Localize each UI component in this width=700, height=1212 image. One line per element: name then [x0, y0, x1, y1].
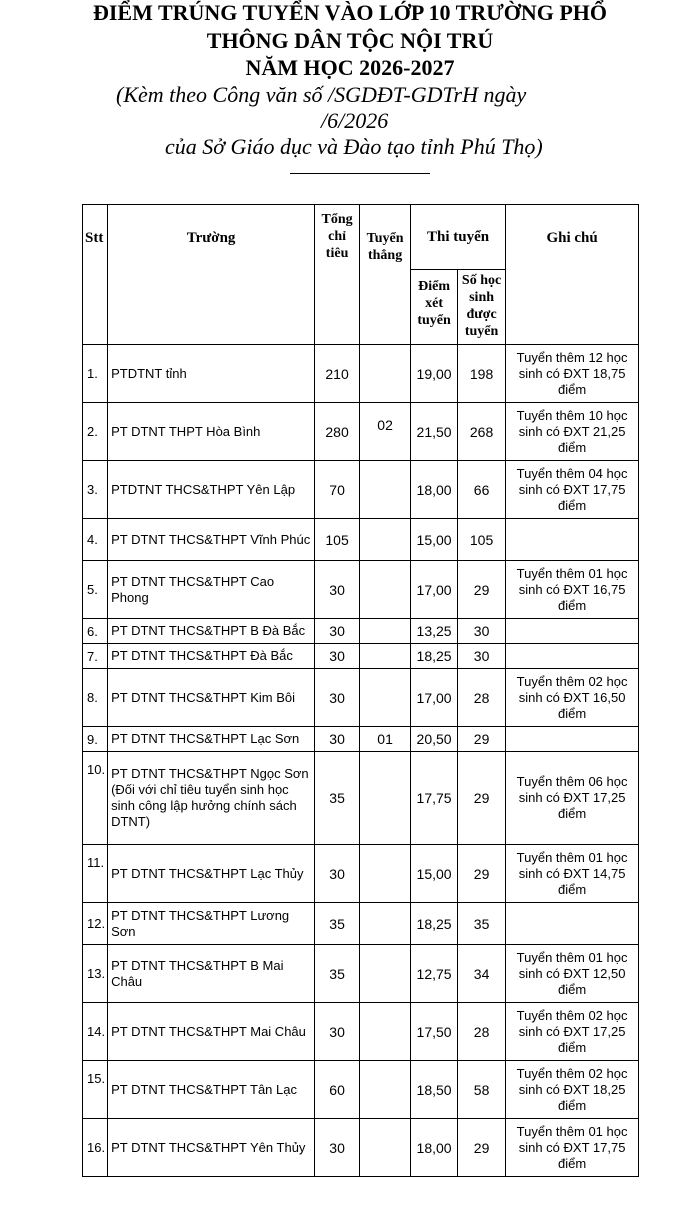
- row-admission-score: 15,00: [411, 519, 458, 561]
- row-note: Tuyển thêm 06 học sinh có ĐXT 17,25 điểm: [506, 752, 639, 845]
- row-direct-admission: [360, 669, 411, 727]
- row-admitted-count: 29: [458, 727, 506, 752]
- row-total-quota: 30: [315, 561, 360, 619]
- row-school-name: PT DTNT THCS&THPT Yên Thủy: [108, 1119, 315, 1177]
- header-so-hoc-sinh: Số học sinh được tuyển: [458, 270, 506, 345]
- row-admitted-count: 30: [458, 619, 506, 644]
- row-note: [506, 644, 639, 669]
- row-school-name: PT DTNT THCS&THPT Lạc Sơn: [108, 727, 315, 752]
- row-direct-admission: [360, 345, 411, 403]
- row-school-name: PT DTNT THCS&THPT B Mai Châu: [108, 945, 315, 1003]
- row-stt: 3.: [83, 461, 108, 519]
- row-admitted-count: 198: [458, 345, 506, 403]
- row-admitted-count: 35: [458, 903, 506, 945]
- table-row: [83, 1061, 639, 1119]
- row-note: Tuyển thêm 04 học sinh có ĐXT 17,75 điểm: [506, 461, 639, 519]
- row-stt: 2.: [83, 403, 108, 461]
- row-admitted-count: 29: [458, 1119, 506, 1177]
- table-row: [83, 845, 639, 903]
- header-tong-chi-tieu: Tổng chỉ tiêu: [315, 205, 360, 345]
- table-row: [83, 461, 639, 519]
- row-direct-admission: 01: [360, 727, 411, 752]
- row-admitted-count: 29: [458, 752, 506, 845]
- table-row: [83, 561, 639, 619]
- row-stt: 12.: [83, 903, 108, 945]
- row-stt: 7.: [83, 644, 108, 669]
- row-direct-admission: [360, 945, 411, 1003]
- row-note: Tuyển thêm 01 học sinh có ĐXT 14,75 điểm: [506, 845, 639, 903]
- table-row: [83, 945, 639, 1003]
- row-stt: 14.: [83, 1003, 108, 1061]
- row-stt: 8.: [83, 669, 108, 727]
- row-direct-admission: [360, 752, 411, 845]
- row-note: Tuyển thêm 02 học sinh có ĐXT 17,25 điểm: [506, 1003, 639, 1061]
- row-total-quota: 280: [315, 403, 360, 461]
- row-school-name: PT DTNT THCS&THPT Lương Sơn: [108, 903, 315, 945]
- row-direct-admission: [360, 619, 411, 644]
- row-note: Tuyển thêm 12 học sinh có ĐXT 18,75 điểm: [506, 345, 639, 403]
- row-note: Tuyển thêm 01 học sinh có ĐXT 17,75 điểm: [506, 1119, 639, 1177]
- table-row: [83, 403, 639, 461]
- row-note: [506, 727, 639, 752]
- subtitle-line-3: của Sở Giáo dục và Đào tạo tỉnh Phú Thọ): [165, 134, 543, 159]
- row-total-quota: 30: [315, 619, 360, 644]
- row-admitted-count: 58: [458, 1061, 506, 1119]
- title-line-3: NĂM HỌC 2026-2027: [245, 55, 455, 80]
- row-admitted-count: 268: [458, 403, 506, 461]
- row-total-quota: 30: [315, 644, 360, 669]
- row-direct-admission: [360, 845, 411, 903]
- row-note: Tuyển thêm 02 học sinh có ĐXT 16,50 điểm: [506, 669, 639, 727]
- row-note: Tuyển thêm 02 học sinh có ĐXT 18,25 điểm: [506, 1061, 639, 1119]
- table-row: [83, 903, 639, 945]
- header-divider: [290, 173, 430, 174]
- row-direct-admission: [360, 644, 411, 669]
- row-admitted-count: 29: [458, 845, 506, 903]
- row-note: Tuyển thêm 01 học sinh có ĐXT 16,75 điểm: [506, 561, 639, 619]
- table-row: [83, 752, 639, 845]
- row-total-quota: 35: [315, 752, 360, 845]
- table-row: [83, 727, 639, 752]
- table-row: [83, 669, 639, 727]
- row-school-name: PT DTNT THCS&THPT Cao Phong: [108, 561, 315, 619]
- subtitle-line-2: /6/2026: [321, 108, 389, 133]
- row-note: Tuyển thêm 01 học sinh có ĐXT 12,50 điểm: [506, 945, 639, 1003]
- row-admission-score: 18,00: [411, 1119, 458, 1177]
- row-admission-score: 17,50: [411, 1003, 458, 1061]
- row-school-name: PT DTNT THCS&THPT Mai Châu: [108, 1003, 315, 1061]
- row-total-quota: 30: [315, 669, 360, 727]
- row-school-name: PT DTNT THCS&THPT Ngọc Sơn (Đối với chỉ tiêu tuyển sinh học sinh công lập hưởng chính sách DTNT): [108, 752, 315, 845]
- title-line-1: ĐIỂM TRÚNG TUYỂN VÀO LỚP 10 TRƯỜNG PHỔ: [92, 0, 607, 25]
- row-admission-score: 12,75: [411, 945, 458, 1003]
- row-school-name: PT DTNT THCS&THPT Lạc Thủy: [108, 845, 315, 903]
- row-total-quota: 35: [315, 903, 360, 945]
- table-row: [83, 519, 639, 561]
- table-row: [83, 1119, 639, 1177]
- row-school-name: PT DTNT THCS&THPT Đà Bắc: [108, 644, 315, 669]
- results-table: [82, 204, 639, 1177]
- row-stt: 4.: [83, 519, 108, 561]
- row-admission-score: 17,00: [411, 561, 458, 619]
- row-direct-admission: [360, 1061, 411, 1119]
- row-admission-score: 19,00: [411, 345, 458, 403]
- row-school-name: PTDTNT tỉnh: [108, 345, 315, 403]
- header-ghi-chu: Ghi chú: [506, 205, 639, 345]
- row-admitted-count: 34: [458, 945, 506, 1003]
- row-stt: 10.: [83, 752, 108, 845]
- row-note: [506, 519, 639, 561]
- row-school-name: PTDTNT THCS&THPT Yên Lập: [108, 461, 315, 519]
- row-direct-admission: [360, 519, 411, 561]
- row-admitted-count: 30: [458, 644, 506, 669]
- row-admitted-count: 28: [458, 669, 506, 727]
- row-school-name: PT DTNT THCS&THPT B Đà Bắc: [108, 619, 315, 644]
- row-admission-score: 18,00: [411, 461, 458, 519]
- row-direct-admission: 02: [360, 403, 411, 461]
- row-total-quota: 35: [315, 945, 360, 1003]
- header-thi-tuyen: Thi tuyển: [411, 205, 506, 270]
- row-admitted-count: 28: [458, 1003, 506, 1061]
- row-direct-admission: [360, 903, 411, 945]
- row-admission-score: 20,50: [411, 727, 458, 752]
- header-stt: Stt: [83, 205, 108, 345]
- row-direct-admission: [360, 461, 411, 519]
- row-admitted-count: 29: [458, 561, 506, 619]
- row-direct-admission: [360, 1003, 411, 1061]
- row-direct-admission: [360, 1119, 411, 1177]
- row-total-quota: 210: [315, 345, 360, 403]
- title-line-2: THÔNG DÂN TỘC NỘI TRÚ: [206, 28, 494, 53]
- row-admission-score: 15,00: [411, 845, 458, 903]
- row-admission-score: 18,25: [411, 903, 458, 945]
- row-stt: 5.: [83, 561, 108, 619]
- table-row: [83, 644, 639, 669]
- row-note: [506, 903, 639, 945]
- row-total-quota: 30: [315, 845, 360, 903]
- row-admission-score: 17,75: [411, 752, 458, 845]
- header-truong: Trường: [108, 205, 315, 345]
- table-row: [83, 1003, 639, 1061]
- row-note: [506, 619, 639, 644]
- row-admitted-count: 66: [458, 461, 506, 519]
- row-total-quota: 70: [315, 461, 360, 519]
- table-row: [83, 619, 639, 644]
- row-note: Tuyển thêm 10 học sinh có ĐXT 21,25 điểm: [506, 403, 639, 461]
- row-stt: 1.: [83, 345, 108, 403]
- table-row: [83, 345, 639, 403]
- row-stt: 9.: [83, 727, 108, 752]
- row-total-quota: 60: [315, 1061, 360, 1119]
- subtitle-line-1: (Kèm theo Công văn số /SGDĐT-GDTrH ngày: [116, 82, 527, 107]
- row-admission-score: 18,25: [411, 644, 458, 669]
- row-stt: 15.: [83, 1061, 108, 1119]
- row-school-name: PT DTNT THPT Hòa Bình: [108, 403, 315, 461]
- row-stt: 6.: [83, 619, 108, 644]
- row-total-quota: 30: [315, 1119, 360, 1177]
- row-admission-score: 21,50: [411, 403, 458, 461]
- row-total-quota: 30: [315, 1003, 360, 1061]
- row-admitted-count: 105: [458, 519, 506, 561]
- row-admission-score: 13,25: [411, 619, 458, 644]
- row-school-name: PT DTNT THCS&THPT Kim Bôi: [108, 669, 315, 727]
- header-tuyen-thang: Tuyển thẳng: [360, 205, 411, 345]
- header-diem-xet-tuyen: Điểm xét tuyển: [411, 270, 458, 345]
- row-admission-score: 18,50: [411, 1061, 458, 1119]
- row-direct-admission: [360, 561, 411, 619]
- row-admission-score: 17,00: [411, 669, 458, 727]
- row-school-name: PT DTNT THCS&THPT Tân Lạc: [108, 1061, 315, 1119]
- row-stt: 11.: [83, 845, 108, 903]
- row-stt: 16.: [83, 1119, 108, 1177]
- row-total-quota: 105: [315, 519, 360, 561]
- row-stt: 13.: [83, 945, 108, 1003]
- row-total-quota: 30: [315, 727, 360, 752]
- row-school-name: PT DTNT THCS&THPT Vĩnh Phúc: [108, 519, 315, 561]
